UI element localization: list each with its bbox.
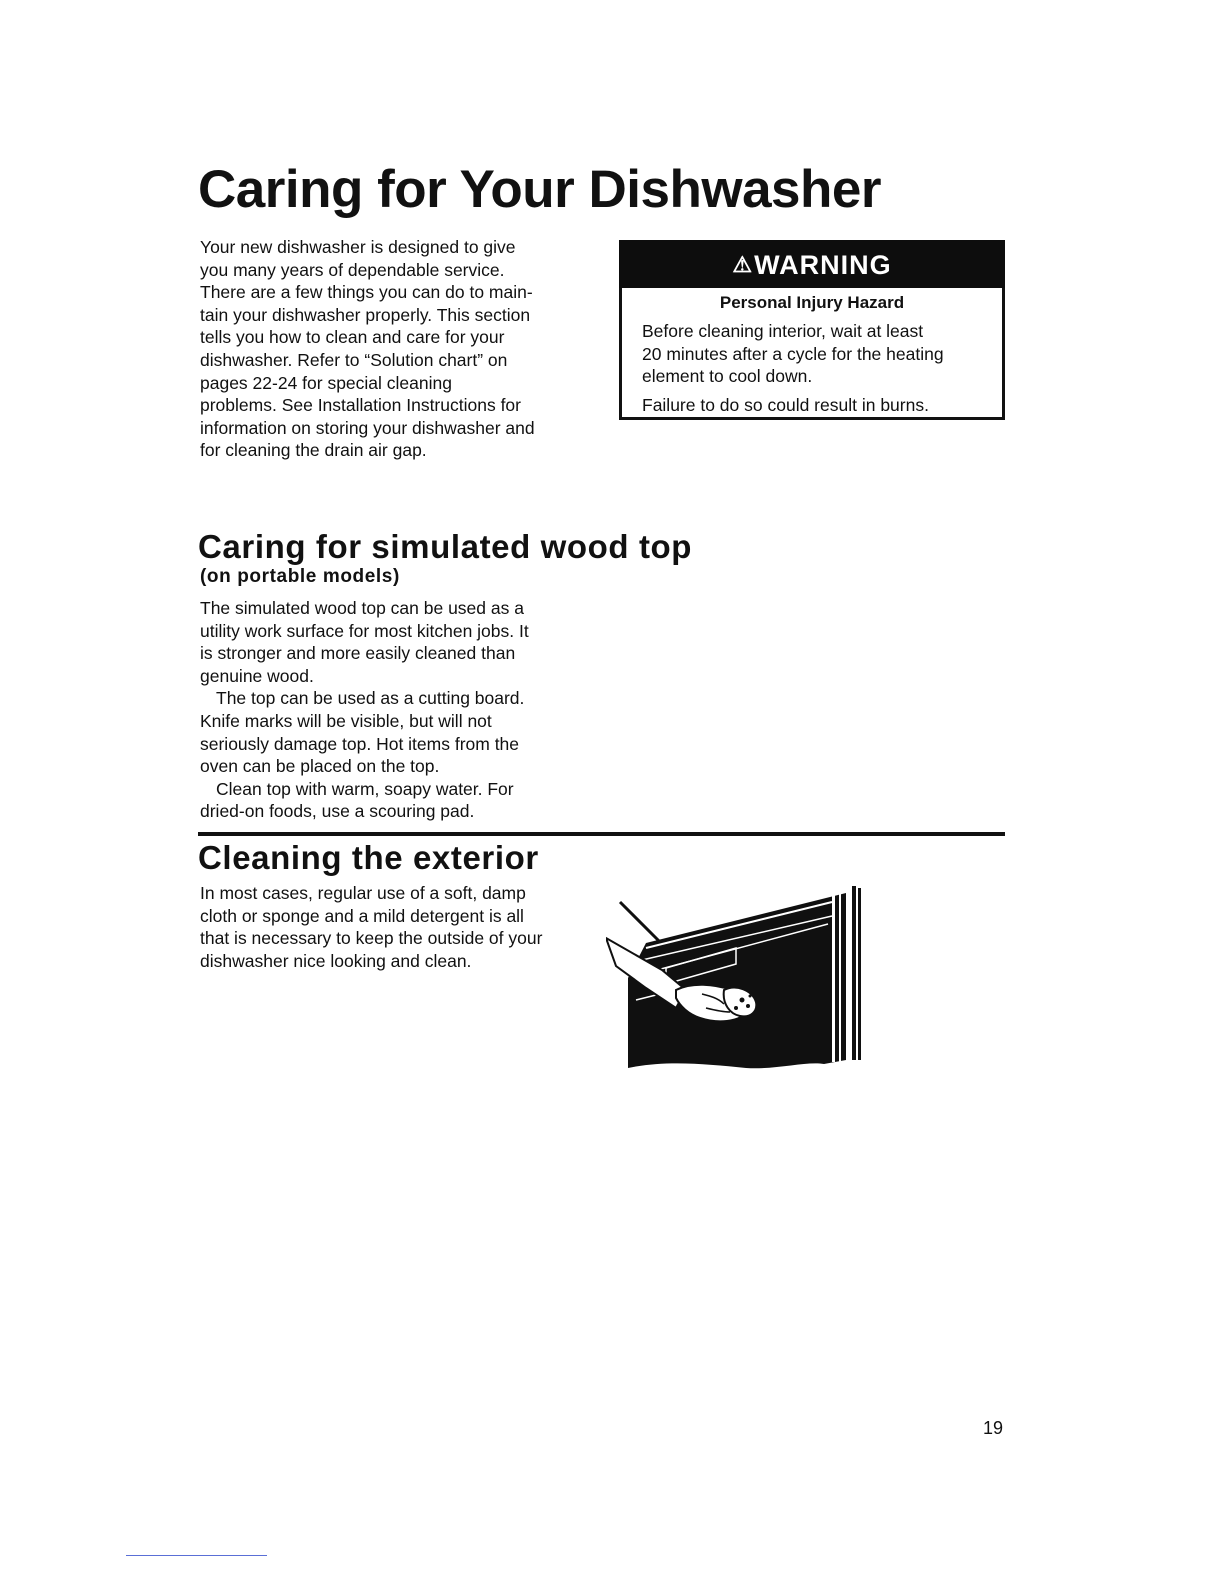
intro-line: for cleaning the drain air gap. (200, 440, 427, 461)
wood-top-heading: Caring for simulated wood top (198, 528, 693, 565)
warning-line: 20 minutes after a cycle for the heating (642, 343, 944, 364)
wood-line: Knife marks will be visible, but will not (200, 710, 492, 731)
wood-line: genuine wood. (200, 665, 314, 686)
sponge-pore (746, 1004, 750, 1008)
warning-box (619, 240, 1003, 420)
warning-instruction (642, 320, 992, 388)
panel-edge (839, 888, 841, 1062)
cleaning-exterior-illustration (606, 878, 866, 1073)
page-number: 19 (983, 1418, 1004, 1438)
wood-top-subheading: (on portable models) (200, 566, 400, 587)
warning-hazard-title: Personal Injury Hazard (719, 293, 905, 312)
wood-line: seriously damage top. Hot items from the (200, 733, 520, 754)
wood-line: Clean top with warm, soapy water. For (216, 778, 514, 799)
intro-line: problems. See Installation Instructions for (200, 395, 521, 416)
intro-line: pages 22-24 for special cleaning (200, 372, 452, 393)
wood-line: oven can be placed on the top. (200, 756, 440, 777)
wood-line: dried-on foods, use a scouring pad. (200, 801, 475, 822)
sponge-pore (749, 995, 752, 998)
footer-rule (126, 1555, 267, 1556)
warning-line: Failure to do so could result in burns. (642, 395, 929, 415)
exterior-heading: Cleaning the exterior (198, 839, 539, 876)
warning-line: Before cleaning interior, wait at least (642, 321, 924, 341)
wood-line: The top can be used as a cutting board. (216, 688, 525, 709)
warning-triangle-icon: ⚠ (732, 252, 754, 277)
intro-line: dishwasher. Refer to “Solution chart” on (200, 349, 508, 370)
panel-edge (852, 886, 856, 1060)
wood-line: utility work surface for most kitchen jobs. It (200, 620, 529, 641)
panel-edge (858, 888, 861, 1060)
intro-line: Your new dishwasher is designed to give (200, 237, 516, 257)
exterior-line: In most cases, regular use of a soft, damp (200, 883, 526, 903)
section-divider (198, 832, 1005, 836)
exterior-paragraph (200, 882, 600, 972)
intro-line: There are a few things you can do to main- (200, 282, 533, 303)
panel-edge (832, 890, 835, 1062)
page-title: Caring for Your Dishwasher (198, 160, 882, 219)
intro-line: information on storing your dishwasher and (200, 417, 535, 438)
wood-top-paragraph (200, 597, 580, 823)
warning-label: WARNING (754, 250, 892, 280)
sponge-pore (734, 1006, 738, 1010)
wood-line: The simulated wood top can be used as a (200, 598, 524, 618)
sponge-pore (740, 998, 745, 1003)
intro-line: tain your dishwasher properly. This section (200, 304, 531, 325)
intro-line: you many years of dependable service. (200, 259, 505, 280)
exterior-line: dishwasher nice looking and clean. (200, 950, 472, 971)
warning-bottom-border (619, 417, 1005, 420)
wood-line: is stronger and more easily cleaned than (200, 643, 516, 664)
warning-header (619, 240, 1005, 288)
intro-paragraph (200, 236, 580, 462)
exterior-line: that is necessary to keep the outside of your (200, 928, 543, 949)
intro-line: tells you how to clean and care for your (200, 327, 505, 348)
warning-line: element to cool down. (642, 366, 813, 387)
arm-outline (620, 902, 660, 942)
warning-consequence (642, 394, 992, 417)
exterior-line: cloth or sponge and a mild detergent is all (200, 905, 524, 926)
